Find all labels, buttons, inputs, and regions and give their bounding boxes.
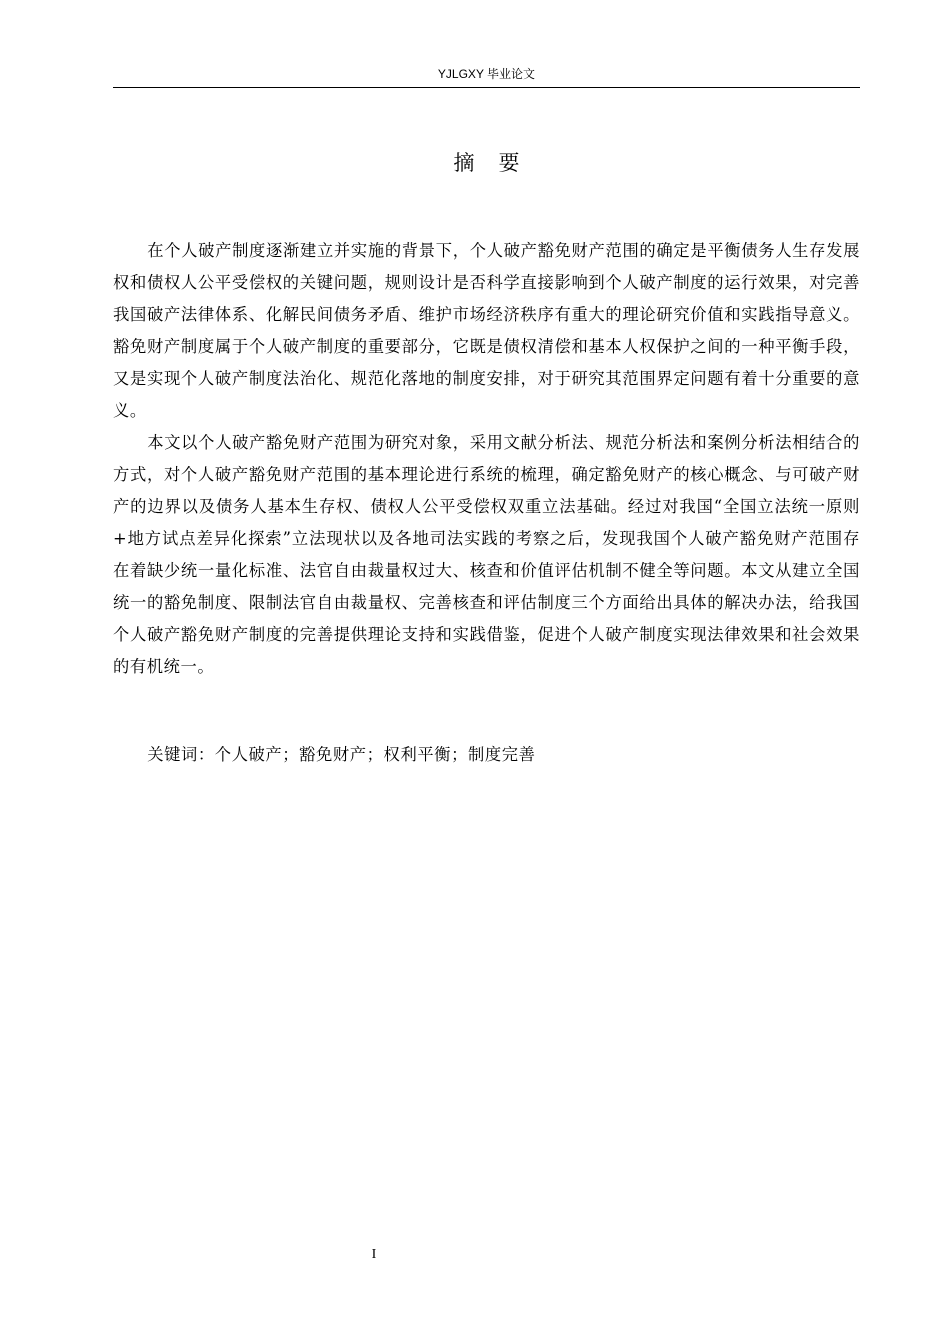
abstract-paragraph-1: 在个人破产制度逐渐建立并实施的背景下，个人破产豁免财产范围的确定是平衡债务人生存发展权和债权人公平受偿权的关键问题，规则设计是否科学直接影响到个人破产制度的运行效果，对完善我国破产法律体系、化解民间债务矛盾、维护市场经济秩序有重大的理论研究价值和实践指导意义。豁免财产制度属于个人破产制度的重要部分，它既是债权清偿和基本人权保护之间的一种平衡手段，又是实现个人破产制度法治化、规范化落地的制度安排，对于研究其范围界定问题有着十分重要的意义。 [113,241,860,420]
abstract-paragraph-2: 本文以个人破产豁免财产范围为研究对象，采用文献分析法、规范分析法和案例分析法相结合的方式，对个人破产豁免财产范围的基本理论进行系统的梳理，确定豁免财产的核心概念、与可破产财产的边界以及债务人基本生存权、债权人公平受偿权双重立法基础。经过对我国“全国立法统一原则+地方试点差异化探索”立法现状以及各地司法实践的考察之后，发现我国个人破产豁免财产范围存在着缺少统一量化标准、法官自由裁量权过大、核查和价值评估机制不健全等问题。本文从建立全国统一的豁免制度、限制法官自由裁量权、完善核查和评估制度三个方面给出具体的解决办法，给我国个人破产豁免财产制度的完善提供理论支持和实践借鉴，促进个人破产制度实现法律效果和社会效果的有机统一。 [113,433,860,676]
abstract-title: 摘要 [453,151,544,175]
page-header: YJLGXY 毕业论文 [437,67,536,81]
header-rule [113,87,860,88]
page-number: I [371,1247,377,1262]
keywords-line: 关键词：个人破产；豁免财产；权利平衡；制度完善 [147,745,536,764]
abstract-body [113,235,860,683]
